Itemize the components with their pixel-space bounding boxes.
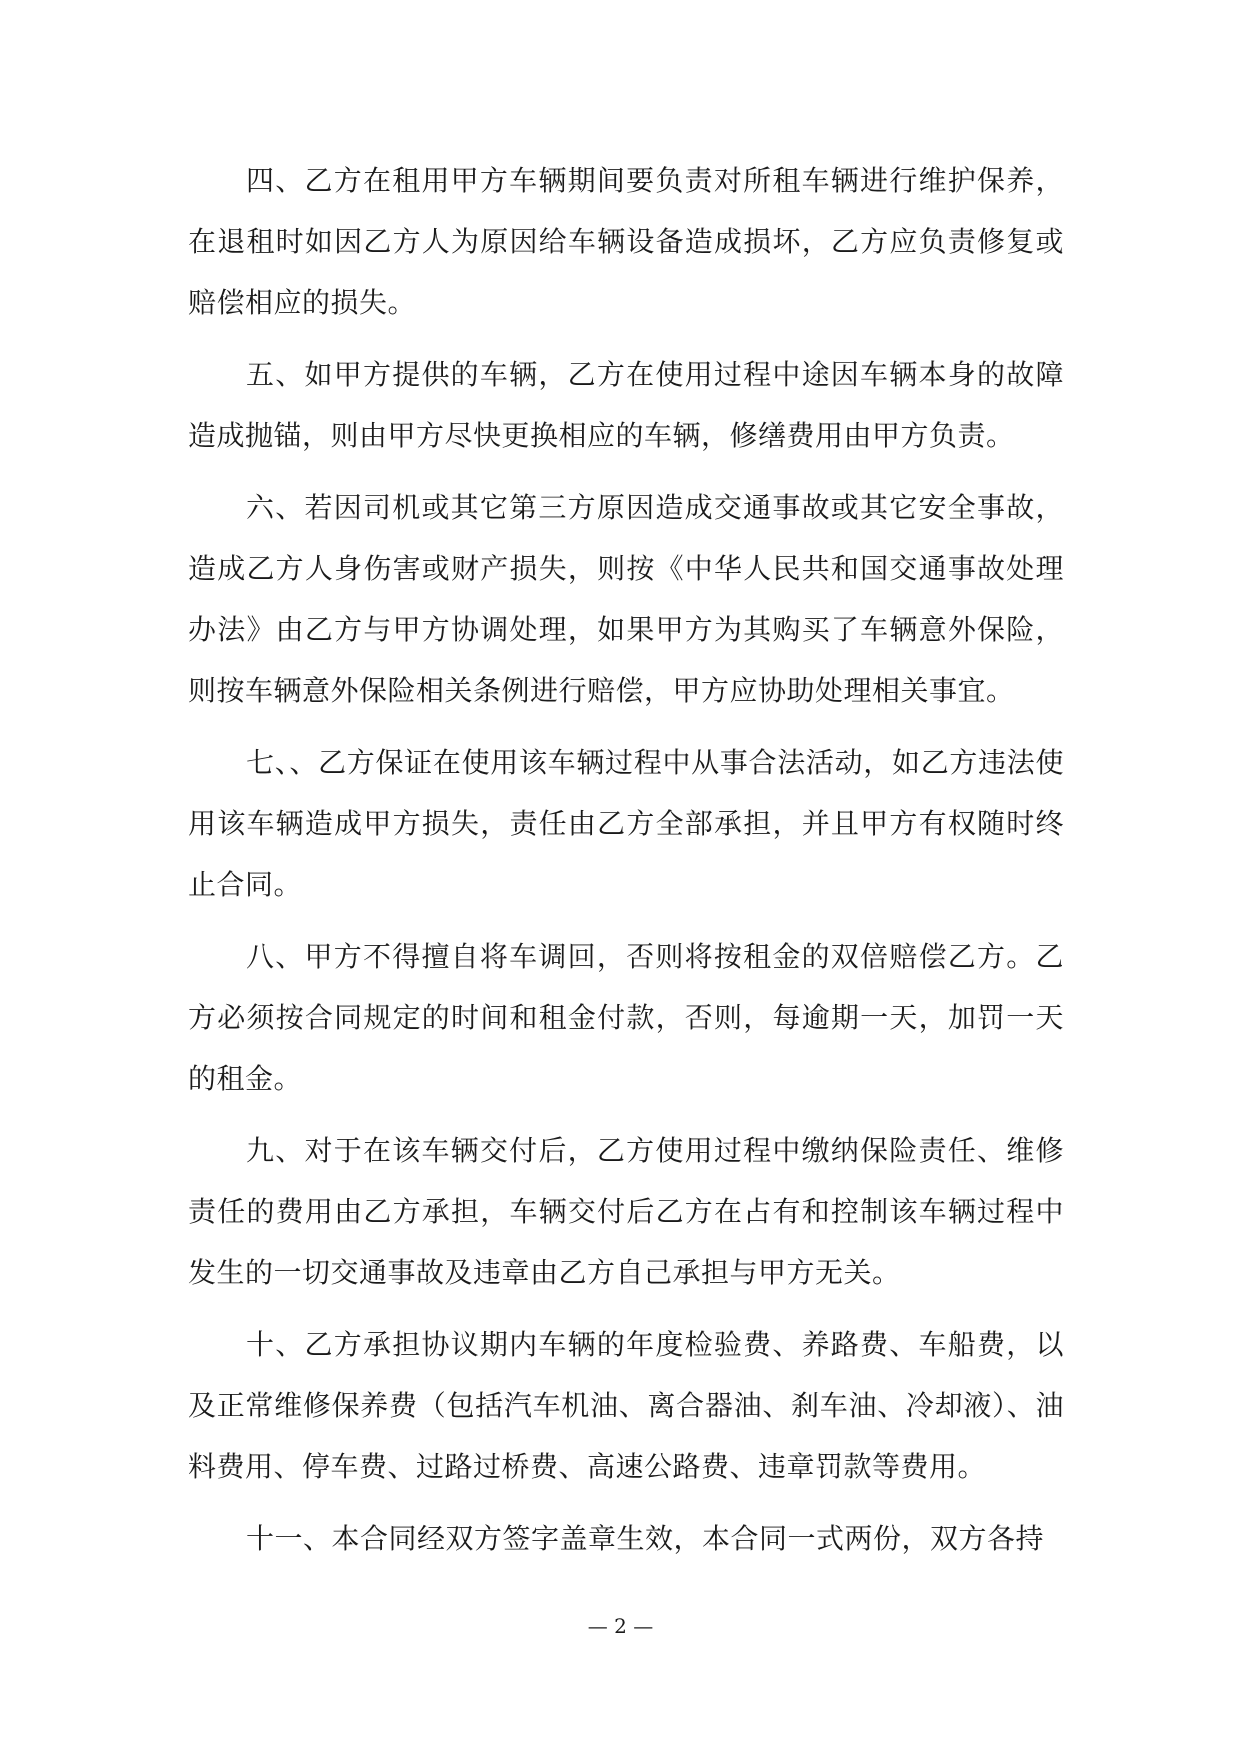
clause-5: 五、如甲方提供的车辆，乙方在使用过程中途因车辆本身的故障造成抛锚，则由甲方尽快更换相应的车辆，修缮费用由甲方负责。 xyxy=(188,358,1064,452)
contract-body xyxy=(188,150,1064,1569)
clause-7: 七、、乙方保证在使用该车辆过程中从事合法活动，如乙方违法使用该车辆造成甲方损失，责任由乙方全部承担，并且甲方有权随时终止合同。 xyxy=(188,746,1064,901)
clause-11: 十一、本合同经双方签字盖章生效，本合同一式两份，双方各持 xyxy=(246,1522,1045,1555)
clause-8: 八、甲方不得擅自将车调回，否则将按租金的双倍赔偿乙方。乙方必须按合同规定的时间和租金付款，否则，每逾期一天，加罚一天的租金。 xyxy=(188,940,1064,1095)
page-number: — 2 — xyxy=(587,1614,654,1638)
clause-9: 九、对于在该车辆交付后，乙方使用过程中缴纳保险责任、维修责任的费用由乙方承担，车辆交付后乙方在占有和控制该车辆过程中发生的一切交通事故及违章由乙方自己承担与甲方无关。 xyxy=(188,1134,1064,1289)
clause-6: 六、若因司机或其它第三方原因造成交通事故或其它安全事故，造成乙方人身伤害或财产损失，则按《中华人民共和国交通事故处理办法》由乙方与甲方协调处理，如果甲方为其购买了车辆意外保险，则按车辆意外保险相关条例进行赔偿，甲方应协助处理相关事宜。 xyxy=(188,491,1064,707)
clause-4: 四、乙方在租用甲方车辆期间要负责对所租车辆进行维护保养，在退租时如因乙方人为原因给车辆设备造成损坏，乙方应负责修复或赔偿相应的损失。 xyxy=(188,164,1064,319)
clause-10: 十、乙方承担协议期内车辆的年度检验费、养路费、车船费，以及正常维修保养费（包括汽车机油、离合器油、刹车油、冷却液）、油料费用、停车费、过路过桥费、高速公路费、违章罚款等费用。 xyxy=(188,1328,1064,1483)
